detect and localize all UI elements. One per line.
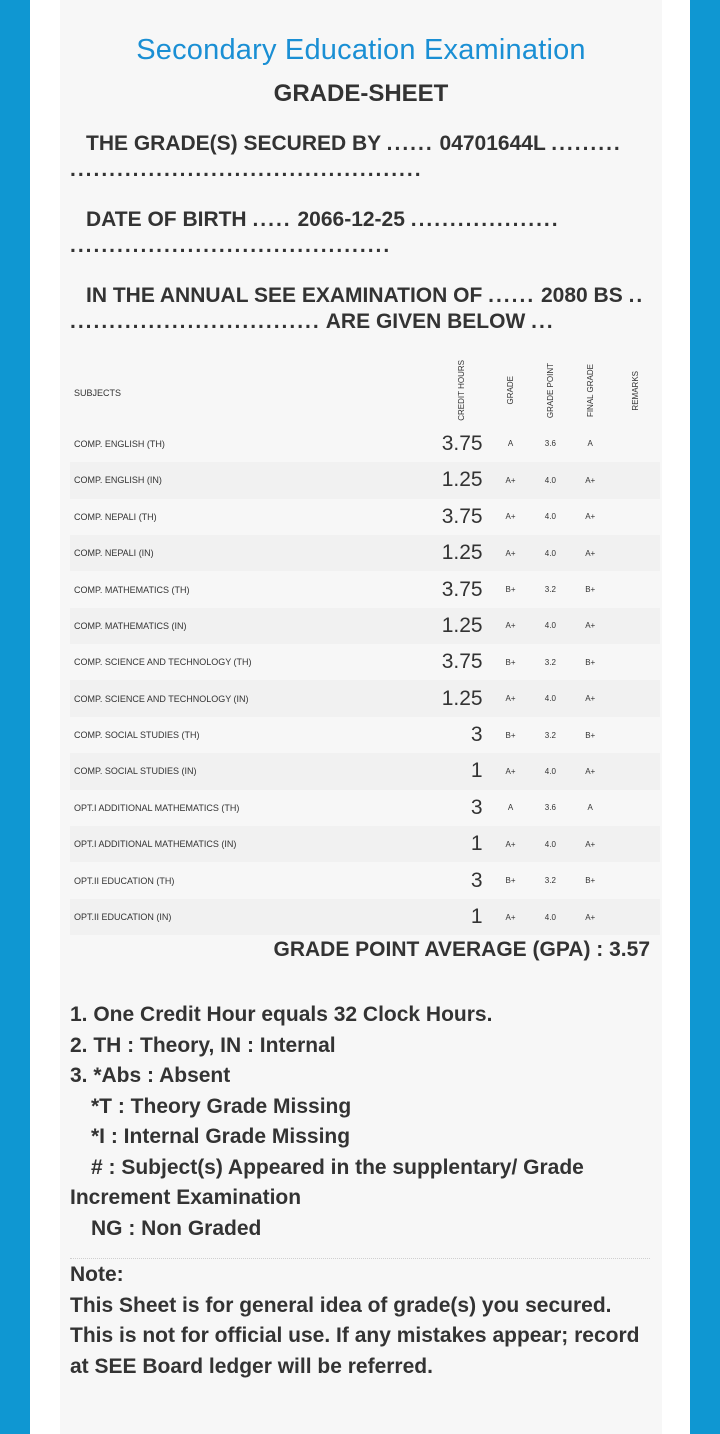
exam-line: IN THE ANNUAL SEE EXAMINATION OF ...... 2080 BS .. xyxy=(86,284,645,307)
remarks-cell xyxy=(610,899,660,935)
note-5: *I : Internal Grade Missing xyxy=(91,1125,351,1148)
grade-point-cell: 3.2 xyxy=(544,730,556,740)
gpa-line: GRADE POINT AVERAGE (GPA) : 3.57 xyxy=(273,938,650,961)
secured-by-line: THE GRADE(S) SECURED BY ...... 04701644L ......... xyxy=(86,132,622,155)
credit-hours-cell: 1.25 xyxy=(441,613,483,637)
grade-point-cell: 4.0 xyxy=(544,475,556,485)
subject-cell: OPT.II EDUCATION (IN) xyxy=(74,912,172,923)
credit-hours-cell: 1.25 xyxy=(441,468,483,492)
final-grade-cell: A+ xyxy=(585,912,596,922)
header-subjects: SUBJECTS xyxy=(74,387,122,398)
remarks-cell xyxy=(610,790,660,826)
grade-cell: A+ xyxy=(505,839,516,849)
grade-cell: A+ xyxy=(505,475,516,485)
given-below-label: ARE GIVEN BELOW xyxy=(325,310,526,333)
table-row xyxy=(70,680,660,716)
credit-hours-cell: 1 xyxy=(470,832,483,856)
remarks-cell xyxy=(610,753,660,789)
grade-point-cell: 4.0 xyxy=(544,548,556,558)
notes-list xyxy=(70,1000,650,1244)
secured-by-label: THE GRADE(S) SECURED BY xyxy=(86,132,381,155)
grade-cell: B+ xyxy=(505,585,516,594)
note-2: 2. TH : Theory, IN : Internal xyxy=(70,1033,336,1057)
header-remarks: REMARKS xyxy=(630,370,640,411)
credit-hours-cell: 3.75 xyxy=(441,650,483,674)
note-3: 3. *Abs : Absent xyxy=(70,1064,231,1087)
grade-cell: A+ xyxy=(505,548,516,558)
exam-label: IN THE ANNUAL SEE EXAMINATION OF xyxy=(86,284,483,307)
credit-hours-cell: 3.75 xyxy=(441,504,483,528)
final-grade-cell: B+ xyxy=(585,876,596,886)
table-row xyxy=(70,499,660,535)
note-7: NG : Non Graded xyxy=(91,1216,262,1240)
grade-cell: A+ xyxy=(505,621,516,631)
footnote-label: Note: xyxy=(70,1263,124,1286)
given-below-line: ................................ ARE GIVEN BELOW ... xyxy=(70,310,555,333)
sheet-subtitle: GRADE-SHEET xyxy=(273,80,449,107)
table-row xyxy=(70,426,660,462)
final-grade-cell: B+ xyxy=(585,730,596,740)
credit-hours-cell: 1.25 xyxy=(441,686,483,710)
final-grade-cell: B+ xyxy=(585,585,596,594)
final-grade-cell: A+ xyxy=(585,512,596,522)
subject-cell: COMP. NEPALI (TH) xyxy=(74,511,157,522)
grade-cell: B+ xyxy=(505,876,516,886)
table-row xyxy=(70,790,660,826)
credit-hours-cell: 3 xyxy=(470,868,483,892)
grade-cell: A xyxy=(507,439,514,449)
credit-hours-cell: 1 xyxy=(470,759,483,783)
table-row xyxy=(70,462,660,498)
grades-table xyxy=(70,360,660,935)
remarks-cell xyxy=(610,826,660,862)
credit-hours-cell: 3.75 xyxy=(441,431,483,455)
credit-hours-cell: 1 xyxy=(470,905,483,929)
subject-cell: COMP. ENGLISH (IN) xyxy=(74,475,162,486)
note-4: *T : Theory Grade Missing xyxy=(91,1094,352,1118)
subject-cell: COMP. ENGLISH (TH) xyxy=(74,438,165,449)
header-grade-point: GRADE POINT xyxy=(545,362,555,418)
note-1: 1. One Credit Hour equals 32 Clock Hours. xyxy=(70,1003,493,1026)
grade-point-cell: 3.2 xyxy=(544,657,556,667)
grade-point-cell: 3.2 xyxy=(544,585,556,594)
subject-cell: COMP. SOCIAL STUDIES (IN) xyxy=(74,766,197,777)
grade-point-cell: 4.0 xyxy=(544,839,556,849)
table-row xyxy=(70,608,660,644)
final-grade-cell: B+ xyxy=(585,657,596,667)
grade-point-cell: 4.0 xyxy=(544,512,556,522)
grade-sheet: Secondary Education Examination GRADE-SHEET THE GRADE(S) SECURED BY ...... 04701644L ......... ............................................. DATE OF BIRTH ..... 2066-12-25 ................... ......................................... IN THE ANNUAL SEE EXAMINATION OF ...... 2080 BS .. ................................ ARE GIVEN BELOW ... SUBJECTS CREDIT HOURS GRADE GRADE POINT FINAL GRADE REMARKS COMP. ENGLISH (TH) 3.75 A 3.6 A COMP. ENGLISH (IN) 1.25 A+ 4.0 A+ COMP. NEPALI (TH) 3.75 A+ 4.0 A+ COMP. NEPALI (IN) 1.25 A+ 4.0 A+ COMP. MATHEMATICS (TH) 3.75 B+ 3.2 B+ COMP. MATHEMATICS (IN) 1.25 A+ 4.0 A+ COMP. SCIENCE AND TECHNOLOGY (TH) 3.75 B+ 3.2 B+ COMP. SCIENCE AND TECHNOLOGY (IN) 1.25 A+ 4.0 A+ COMP. SOCIAL STUDIES (TH) 3 B+ 3.2 B+ COMP. SOCIAL STUDIES (IN) 1 A+ 4.0 A+ OPT.I ADDITIONAL MATHEMATICS (TH) 3 A 3.6 A OPT.I ADDITIONAL MATHEMATICS (IN) 1 A+ 4.0 A+ OPT.II EDUCATION (TH) 3 B+ 3.2 B+ OPT.II EDUCATION (IN) 1 A+ 4.0 A+ GRADE POINT AVERAGE (GPA) : 3.57 1. One Credit Hour equals 32 Clock Hours. 2. TH : Theory, IN : Internal 3. *Abs : Absent *T : Theory Grade Missing *I : Internal Grade Missing # : Subject(s) Appeared in the supplentary/ Grade Increment Examination NG : Non Graded Note: This Sheet is for general idea of grade(s) you secured. This is not for official use. If any mistakes appear; record at SEE Board ledger will be referred. xyxy=(60,0,662,1434)
exam-title: Secondary Education Examination xyxy=(136,34,586,66)
remarks-cell xyxy=(610,680,660,716)
subject-cell: COMP. MATHEMATICS (TH) xyxy=(74,584,190,595)
note-6-cont: Increment Examination xyxy=(70,1186,302,1209)
grade-point-cell: 4.0 xyxy=(544,912,556,922)
final-grade-cell: A+ xyxy=(585,694,596,704)
remarks-cell xyxy=(610,571,660,607)
subject-cell: COMP. SCIENCE AND TECHNOLOGY (IN) xyxy=(74,693,249,704)
subject-cell: OPT.I ADDITIONAL MATHEMATICS (IN) xyxy=(74,839,237,850)
final-grade-cell: A+ xyxy=(585,766,596,776)
header-grade: GRADE xyxy=(506,376,515,405)
table-row xyxy=(70,899,660,935)
final-grade-cell: A+ xyxy=(585,475,596,485)
remarks-cell xyxy=(610,644,660,680)
final-grade-cell: A+ xyxy=(585,548,596,558)
subject-cell: COMP. NEPALI (IN) xyxy=(74,548,154,559)
subject-cell: COMP. SOCIAL STUDIES (TH) xyxy=(74,730,200,741)
subject-cell: OPT.II EDUCATION (TH) xyxy=(74,875,175,886)
credit-hours-cell: 3 xyxy=(470,795,483,819)
grade-point-cell: 3.6 xyxy=(544,803,556,813)
divider xyxy=(70,1258,650,1259)
remarks-cell xyxy=(610,426,660,462)
grade-point-cell: 4.0 xyxy=(544,694,556,704)
exam-year: 2080 BS xyxy=(541,284,623,307)
grade-cell: A xyxy=(507,803,514,813)
dob-label: DATE OF BIRTH xyxy=(86,208,247,231)
grade-cell: A+ xyxy=(505,766,516,776)
remarks-cell xyxy=(610,862,660,898)
header-final-grade: FINAL GRADE xyxy=(585,363,595,417)
final-grade-cell: A+ xyxy=(585,839,596,849)
table-row xyxy=(70,644,660,680)
remarks-cell xyxy=(610,717,660,753)
header-credit-hours: CREDIT HOURS xyxy=(457,360,467,421)
right-edge-bar xyxy=(690,0,720,1434)
final-grade-cell: A xyxy=(587,803,593,813)
dob-value: 2066-12-25 xyxy=(297,208,405,231)
remarks-cell xyxy=(610,608,660,644)
note-6: # : Subject(s) Appeared in the supplentary/ Grade xyxy=(91,1155,584,1179)
footnote-text: This Sheet is for general idea of grade(s) you secured. This is not for official use. If any mistakes appear; record at SEE Board ledger will be referred. xyxy=(70,1293,640,1378)
table-row xyxy=(70,535,660,571)
grade-cell: B+ xyxy=(505,657,516,667)
remarks-cell xyxy=(610,499,660,535)
table-row xyxy=(70,862,660,898)
credit-hours-cell: 3.75 xyxy=(441,577,483,601)
subject-cell: COMP. SCIENCE AND TECHNOLOGY (TH) xyxy=(74,657,252,668)
grade-point-cell: 3.6 xyxy=(544,439,556,449)
table-row xyxy=(70,717,660,753)
left-edge-bar xyxy=(0,0,30,1434)
remarks-cell xyxy=(610,462,660,498)
dob-line: DATE OF BIRTH ..... 2066-12-25 ................... xyxy=(86,208,560,231)
table-row xyxy=(70,753,660,789)
grade-cell: A+ xyxy=(505,694,516,704)
grade-point-cell: 4.0 xyxy=(544,621,556,631)
table-row xyxy=(70,571,660,607)
subject-cell: OPT.I ADDITIONAL MATHEMATICS (TH) xyxy=(74,802,240,813)
table-header xyxy=(70,360,660,426)
grade-cell: A+ xyxy=(505,512,516,522)
subject-cell: COMP. MATHEMATICS (IN) xyxy=(74,620,187,631)
grade-cell: A+ xyxy=(505,912,516,922)
grade-point-cell: 4.0 xyxy=(544,766,556,776)
table-row xyxy=(70,826,660,862)
credit-hours-cell: 3 xyxy=(470,723,483,747)
symbol-number: 04701644L xyxy=(439,132,546,155)
credit-hours-cell: 1.25 xyxy=(441,541,483,565)
final-grade-cell: A+ xyxy=(585,621,596,631)
grade-cell: B+ xyxy=(505,730,516,740)
footnote xyxy=(70,1260,650,1382)
remarks-cell xyxy=(610,535,660,571)
final-grade-cell: A xyxy=(587,439,593,449)
grade-point-cell: 3.2 xyxy=(544,876,556,886)
